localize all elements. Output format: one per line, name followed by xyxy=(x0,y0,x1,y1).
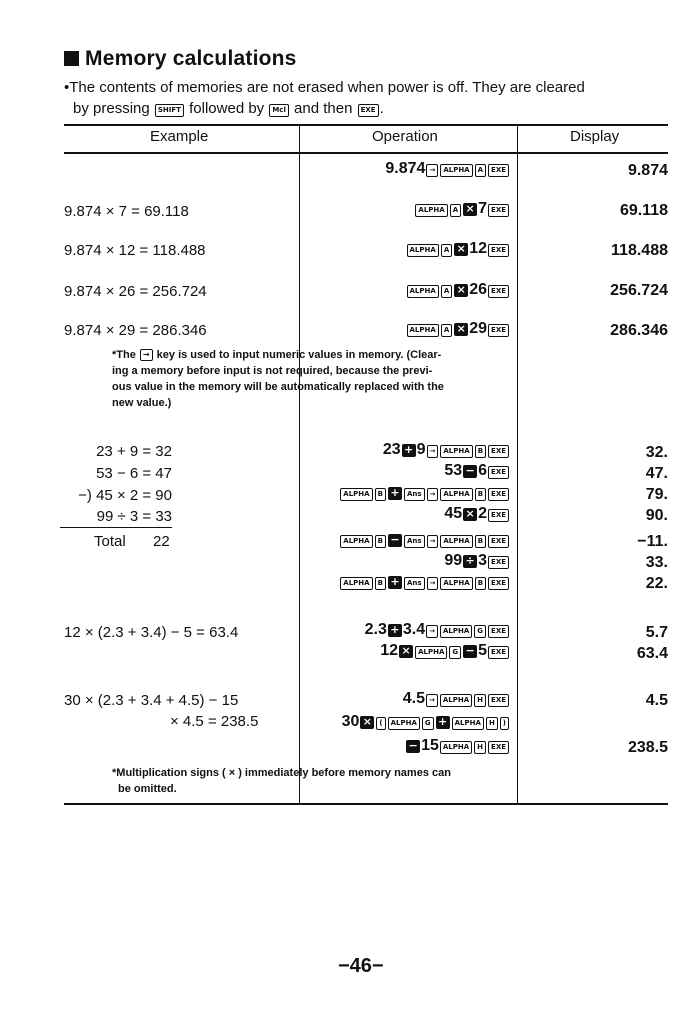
column-divider-1 xyxy=(299,124,300,804)
exe-key-icon: EXE xyxy=(488,285,509,298)
example-b2-3: −) 45 × 2 = 90 xyxy=(78,487,172,504)
alpha-key-icon: ALPHA xyxy=(440,164,472,177)
h-key-icon: H xyxy=(486,717,498,730)
display-b2-1: 32. xyxy=(645,444,668,461)
exe-key-icon: EXE xyxy=(488,244,509,257)
op-b4-1: 4.5 → ALPHA H EXE xyxy=(403,690,510,708)
display-b2-5: −11. xyxy=(637,533,668,550)
times-key-icon: × xyxy=(454,323,468,336)
note-multiplication: *Multiplication signs ( × ) immediately before memory names can be omitted. xyxy=(112,767,451,795)
alpha-key-icon: ALPHA xyxy=(440,488,472,501)
display-row-3: 256.724 xyxy=(610,282,668,299)
display-b2-6: 33. xyxy=(645,554,668,571)
left-paren-key-icon: ( xyxy=(376,717,385,730)
example-b4-1: 30 × (2.3 + 3.4 + 4.5) − 15 xyxy=(64,692,239,709)
alpha-key-icon: ALPHA xyxy=(340,577,372,590)
alpha-key-icon: ALPHA xyxy=(340,535,372,548)
op-b2-2: 53 − 6 EXE xyxy=(444,462,510,480)
op-row-4: ALPHA A × 29 EXE xyxy=(406,320,510,338)
table-bottom-rule xyxy=(64,803,668,805)
op-b2-5 xyxy=(339,531,510,549)
op-b2-7 xyxy=(339,573,510,591)
times-key-icon: × xyxy=(463,508,477,521)
display-row-0: 9.874 xyxy=(627,162,668,179)
g-key-icon: G xyxy=(422,717,434,730)
display-b3-1: 5.7 xyxy=(645,624,668,641)
b-key-icon: B xyxy=(475,535,486,548)
times-key-icon: × xyxy=(399,645,413,658)
alpha-key-icon: ALPHA xyxy=(340,488,372,501)
header-example: Example xyxy=(150,128,209,145)
exe-key-icon: EXE xyxy=(488,445,509,458)
alpha-key-icon: ALPHA xyxy=(440,445,472,458)
exe-key-icon: EXE xyxy=(488,694,509,707)
example-b2-2: 53 − 6 = 47 xyxy=(96,465,172,482)
a-key-icon: A xyxy=(475,164,486,177)
arrow-key-icon: → xyxy=(427,577,439,590)
total-label: Total xyxy=(94,533,126,550)
a-key-icon: A xyxy=(441,285,452,298)
header-display: Display xyxy=(570,128,620,145)
b-key-icon: B xyxy=(475,445,486,458)
arrow-key-icon: → xyxy=(426,164,438,177)
ans-key-icon: Ans xyxy=(404,577,425,590)
times-key-icon: × xyxy=(454,243,468,256)
b-key-icon: B xyxy=(375,535,386,548)
b-key-icon: B xyxy=(475,488,486,501)
b-key-icon: B xyxy=(375,488,386,501)
table-header-rule xyxy=(64,152,668,154)
times-key-icon: × xyxy=(454,284,468,297)
exe-key-icon: EXE xyxy=(488,164,509,177)
arrow-key-icon: → xyxy=(427,535,439,548)
display-b4-2: 238.5 xyxy=(627,739,668,756)
shift-key-icon: SHIFT xyxy=(155,104,184,117)
total-value: 22 xyxy=(153,533,170,550)
h-key-icon: H xyxy=(474,694,486,707)
op-b2-4: 45 × 2 EXE xyxy=(444,505,510,523)
divide-key-icon: ÷ xyxy=(463,555,477,568)
minus-key-icon: − xyxy=(463,645,477,658)
display-b2-7: 22. xyxy=(645,575,668,592)
op-b2-1: 23 + 9 → ALPHA B EXE xyxy=(383,441,510,459)
op-b4-3: − 15 ALPHA H EXE xyxy=(405,737,510,755)
example-b4-2: × 4.5 = 238.5 xyxy=(170,713,259,730)
mcl-key-icon: Mcl xyxy=(269,104,289,117)
b-key-icon: B xyxy=(375,577,386,590)
plus-key-icon: + xyxy=(388,576,402,589)
square-bullet-icon xyxy=(64,51,79,66)
a-key-icon: A xyxy=(441,324,452,337)
display-row-2: 118.488 xyxy=(611,242,668,259)
times-key-icon: × xyxy=(360,716,374,729)
display-b4-1: 4.5 xyxy=(645,692,668,709)
alpha-key-icon: ALPHA xyxy=(415,204,447,217)
exe-key-icon: EXE xyxy=(488,646,509,659)
arrow-key-icon: → xyxy=(427,488,439,501)
arrow-key-icon: → xyxy=(426,694,438,707)
b-key-icon: B xyxy=(475,577,486,590)
h-key-icon: H xyxy=(474,741,486,754)
ans-key-icon: Ans xyxy=(404,488,425,501)
display-b2-4: 90. xyxy=(645,507,668,524)
display-b2-3: 79. xyxy=(645,486,668,503)
example-b2-4: 99 ÷ 3 = 33 xyxy=(60,508,172,528)
section-title: Memory calculations xyxy=(64,47,297,71)
display-row-4: 286.346 xyxy=(610,322,668,339)
exe-key-icon: EXE xyxy=(488,466,509,479)
ans-key-icon: Ans xyxy=(404,535,425,548)
exe-key-icon: EXE xyxy=(488,324,509,337)
example-row-1: 9.874 × 7 = 69.118 xyxy=(64,203,189,220)
plus-key-icon: + xyxy=(388,487,402,500)
example-row-3: 9.874 × 26 = 256.724 xyxy=(64,283,207,300)
arrow-key-icon: → xyxy=(426,625,438,638)
alpha-key-icon: ALPHA xyxy=(440,625,472,638)
exe-key-icon: EXE xyxy=(488,577,509,590)
alpha-key-icon: ALPHA xyxy=(440,577,472,590)
display-b3-2: 63.4 xyxy=(636,645,668,662)
example-b2-1: 23 + 9 = 32 xyxy=(96,443,172,460)
note-arrow-key: *The → key is used to input numeric values in memory. (Clear- ing a memory before input is not required, because the previ- ous value in the memory will be automatically replaced with the new value.) xyxy=(112,349,444,409)
intro-text: •The contents of memories are not erased when power is off. They are cleared by pressing SHIFT followed by Mcl and then EXE . xyxy=(64,79,585,117)
header-operation: Operation xyxy=(372,128,438,145)
example-row-2: 9.874 × 12 = 118.488 xyxy=(64,242,206,259)
alpha-key-icon: ALPHA xyxy=(407,244,439,257)
op-b4-2: 30 × ( ALPHA G + ALPHA H ) xyxy=(342,713,510,731)
g-key-icon: G xyxy=(449,646,461,659)
a-key-icon: A xyxy=(450,204,461,217)
minus-key-icon: − xyxy=(406,740,420,753)
op-row-2: ALPHA A × 12 EXE xyxy=(406,240,510,258)
right-paren-key-icon: ) xyxy=(500,717,509,730)
plus-key-icon: + xyxy=(388,624,402,637)
op-b2-3 xyxy=(339,484,510,502)
exe-key-icon: EXE xyxy=(488,204,509,217)
op-b2-6: 99 ÷ 3 EXE xyxy=(444,552,510,570)
minus-key-icon: − xyxy=(463,465,477,478)
exe-key-icon: EXE xyxy=(488,535,509,548)
g-key-icon: G xyxy=(474,625,486,638)
minus-key-icon: − xyxy=(388,534,402,547)
page-number: −46− xyxy=(338,955,384,977)
display-row-1: 69.118 xyxy=(619,202,668,219)
table-top-rule xyxy=(64,124,668,126)
alpha-key-icon: ALPHA xyxy=(452,717,484,730)
op-b3-1: 2.3 + 3.4 → ALPHA G EXE xyxy=(365,621,510,639)
plus-key-icon: + xyxy=(436,716,450,729)
exe-key-icon: EXE xyxy=(358,104,379,117)
arrow-key-icon: → xyxy=(140,349,153,361)
times-key-icon: × xyxy=(463,203,477,216)
alpha-key-icon: ALPHA xyxy=(440,741,472,754)
example-b3: 12 × (2.3 + 3.4) − 5 = 63.4 xyxy=(64,624,239,641)
example-row-4: 9.874 × 29 = 286.346 xyxy=(64,322,207,339)
op-row-1: ALPHA A × 7 EXE xyxy=(414,200,510,218)
display-b2-2: 47. xyxy=(645,465,668,482)
exe-key-icon: EXE xyxy=(488,625,509,638)
alpha-key-icon: ALPHA xyxy=(415,646,447,659)
alpha-key-icon: ALPHA xyxy=(440,694,472,707)
alpha-key-icon: ALPHA xyxy=(407,285,439,298)
alpha-key-icon: ALPHA xyxy=(388,717,420,730)
exe-key-icon: EXE xyxy=(488,741,509,754)
alpha-key-icon: ALPHA xyxy=(407,324,439,337)
op-row-0: 9.874 → ALPHA A EXE xyxy=(385,160,510,178)
column-divider-2 xyxy=(517,124,518,804)
alpha-key-icon: ALPHA xyxy=(440,535,472,548)
exe-key-icon: EXE xyxy=(488,556,509,569)
arrow-key-icon: → xyxy=(427,445,439,458)
a-key-icon: A xyxy=(441,244,452,257)
op-b3-2: 12 × ALPHA G − 5 EXE xyxy=(380,642,510,660)
exe-key-icon: EXE xyxy=(488,509,509,522)
plus-key-icon: + xyxy=(402,444,416,457)
op-row-3: ALPHA A × 26 EXE xyxy=(406,281,510,299)
exe-key-icon: EXE xyxy=(488,488,509,501)
